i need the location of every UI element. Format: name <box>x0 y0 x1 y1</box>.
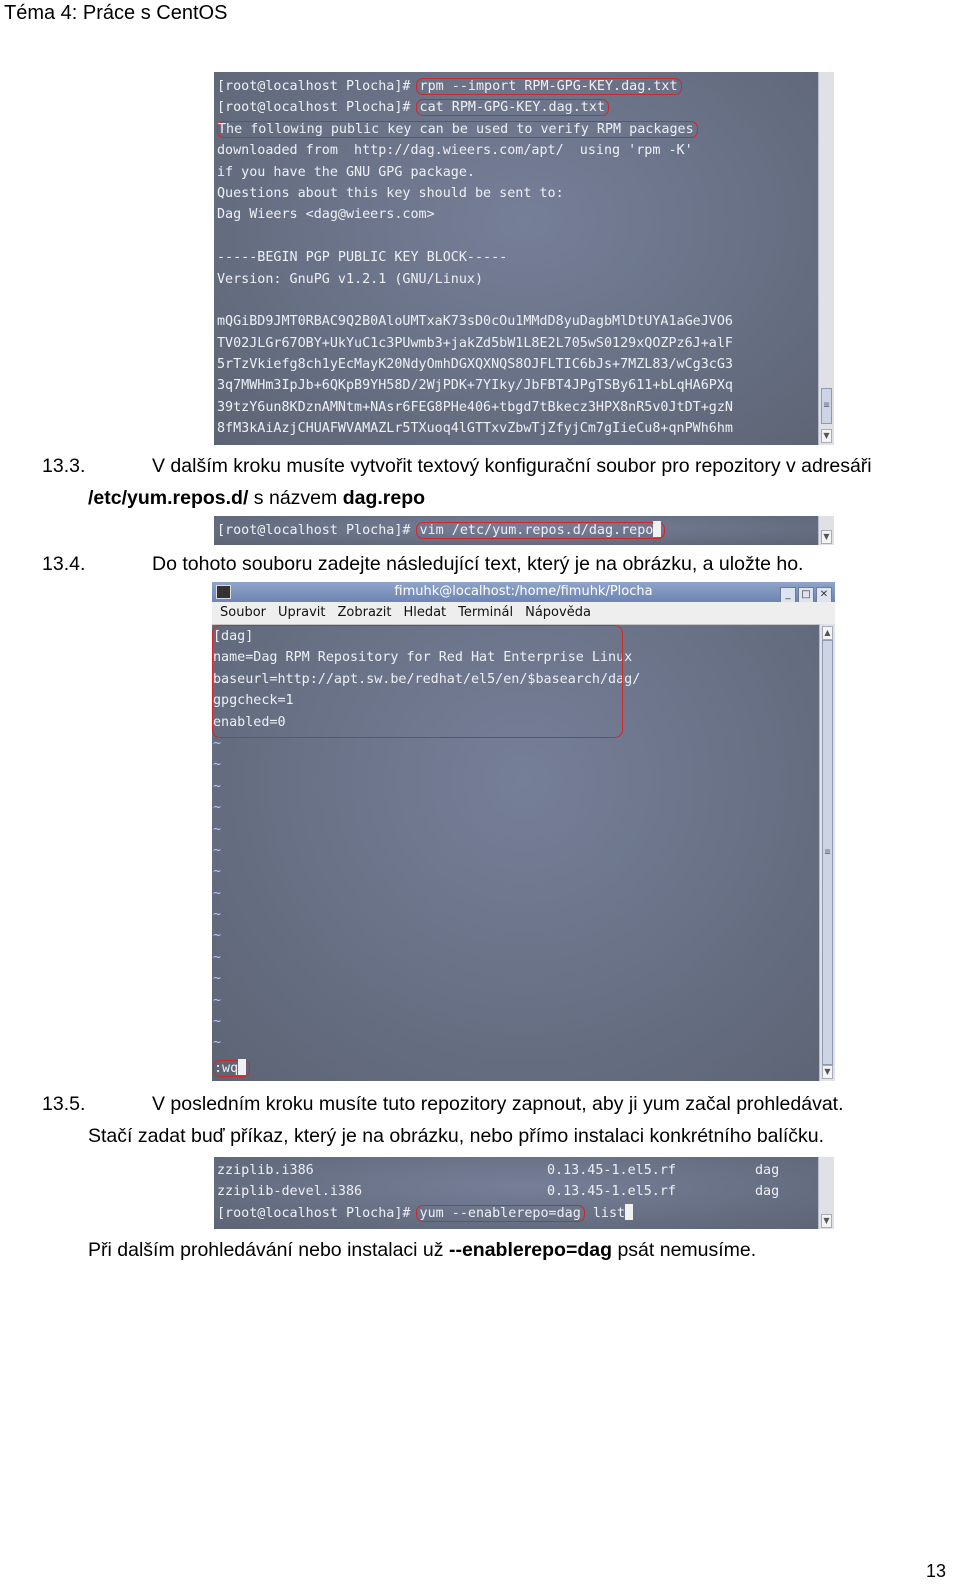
terminal-line: 3q7MWHm3IpJb+6QKpB9YH58D/2WjPDK+7YIky/JbFBT4JPgTSBy611+bLqHA6PXq <box>217 378 733 394</box>
vim-empty-line-tilde: ~ <box>213 864 222 880</box>
command-text: :wq <box>214 1060 239 1076</box>
terminal-scrollbar[interactable] <box>818 516 834 545</box>
window-title: fimuhk@localhost:/home/fimuhk/Plocha <box>394 584 653 599</box>
terminal-scrollbar[interactable] <box>818 72 834 445</box>
highlighted-command <box>416 522 666 539</box>
scroll-down-arrow-icon[interactable]: ▼ <box>822 1065 833 1079</box>
prompt: [root@localhost Plocha]# <box>217 79 419 94</box>
config-line: name=Dag RPM Repository for Red Hat Enterprise Linux <box>213 650 633 666</box>
cursor <box>238 1059 246 1075</box>
file-name-text: dag.repo <box>342 487 426 509</box>
window-titlebar[interactable] <box>212 582 835 602</box>
terminal-scrollbar[interactable] <box>818 1157 834 1229</box>
terminal-line <box>217 1203 816 1224</box>
config-line: [dag] <box>213 629 254 644</box>
close-icon[interactable]: ✕ <box>816 587 832 603</box>
scroll-thumb[interactable]: ≡ <box>821 388 832 424</box>
terminal-line <box>217 119 816 140</box>
terminal-line: downloaded from http://dag.wieers.com/apt/ using 'rpm -K' <box>217 143 693 159</box>
vim-empty-line-tilde: ~ <box>213 1014 222 1030</box>
highlighted-command: rpm --import RPM-GPG-KEY.dag.txt <box>416 78 682 95</box>
step-13-3 <box>42 451 872 482</box>
step-13-3-line2 <box>88 483 425 514</box>
package-version: 0.13.45-1.el5.rf <box>547 1184 676 1200</box>
scroll-up-arrow-icon[interactable]: ▲ <box>822 626 833 640</box>
vim-empty-line-tilde: ~ <box>213 949 222 965</box>
menu-napoveda[interactable]: Nápověda <box>525 605 591 620</box>
command-text: vim /etc/yum.repos.d/dag.repo <box>419 523 654 538</box>
vim-empty-line-tilde: ~ <box>213 821 222 837</box>
terminal-line: 8fM3kAiAzjCHUAFWVAMAZLr5TXuoq4lGTTxvZbwTjZfyjCm7gIieCu8+qnPWh6hm <box>217 421 733 437</box>
prompt: [root@localhost Plocha]# <box>217 100 419 116</box>
page-header: Téma 4: Práce s CentOS <box>4 2 228 24</box>
terminal-icon <box>216 585 231 599</box>
step-text: Do tohoto souboru zadejte následující text, který je na obrázku, a uložte ho. <box>152 553 804 575</box>
package-row <box>217 1181 816 1202</box>
scroll-thumb[interactable]: ≡ <box>822 640 833 1065</box>
vim-command-line <box>213 1058 250 1079</box>
package-repo: dag <box>755 1184 780 1200</box>
highlighted-command: cat RPM-GPG-KEY.dag.txt <box>416 99 609 116</box>
step-13-5-line2: Stačí zadat buď příkaz, který je na obrázku, nebo přímo instalaci konkrétního balíčku. <box>88 1125 825 1147</box>
vim-empty-line-tilde: ~ <box>213 778 222 794</box>
scroll-down-arrow-icon[interactable]: ▼ <box>821 1214 832 1228</box>
package-row <box>217 1160 816 1181</box>
vim-empty-line-tilde: ~ <box>213 842 222 858</box>
config-line: enabled=0 <box>213 714 286 730</box>
closing-option: --enablerepo=dag <box>448 1239 613 1261</box>
package-name: zziplib.i386 <box>217 1163 314 1178</box>
vim-empty-line-tilde: ~ <box>213 992 222 1008</box>
menu-upravit[interactable]: Upravit <box>278 605 326 620</box>
menu-hledat[interactable]: Hledat <box>403 605 447 620</box>
terminal-line: TV02JLGr67OBY+UkYuC1c3PUwmb3+jakZd5bW1L8E2L705wS0129xQOZPz6J+alF <box>217 335 733 351</box>
cursor <box>653 521 661 537</box>
connector-text: s názvem <box>248 487 343 509</box>
terminal-line: 5rTzVkiefg8ch1yEcMayK20NdyOmhDGXQXNQS8OJFLTIC6bJs+7MZL83/wCg3cG3 <box>217 357 733 373</box>
vim-empty-line-tilde: ~ <box>213 971 222 987</box>
terminal-line: -----BEGIN PGP PUBLIC KEY BLOCK----- <box>217 250 508 266</box>
config-line: baseurl=http://apt.sw.be/redhat/el5/en/$basearch/dag/ <box>213 671 641 687</box>
package-name: zziplib-devel.i386 <box>217 1184 363 1200</box>
menu-zobrazit[interactable]: Zobrazit <box>337 605 392 620</box>
vim-empty-line-tilde: ~ <box>213 928 222 944</box>
vim-empty-line-tilde: ~ <box>213 1035 222 1051</box>
terminal-line: Questions about this key should be sent to: <box>217 185 564 201</box>
package-version: 0.13.45-1.el5.rf <box>547 1163 676 1178</box>
config-line: gpgcheck=1 <box>213 693 294 709</box>
path-text: /etc/yum.repos.d/ <box>88 487 249 509</box>
prompt: [root@localhost Plocha]# <box>217 523 419 538</box>
terminal-line: 39tzY6un8KDznAMNtm+NAsr6FEG8PHe406+tbgd7tBkecz3HPX8nR5v0JtDT+gzN <box>217 399 733 415</box>
menu-bar <box>212 602 835 625</box>
terminal-gpg-key <box>214 72 834 445</box>
terminal-line: if you have the GNU GPG package. <box>217 164 475 180</box>
terminal-yum-list <box>214 1157 834 1229</box>
editor-scrollbar[interactable] <box>819 624 835 1081</box>
prompt: [root@localhost Plocha]# <box>217 1205 419 1221</box>
vim-empty-line-tilde: ~ <box>213 735 222 751</box>
vim-empty-line-tilde: ~ <box>213 885 222 901</box>
highlighted-command: yum --enablerepo=dag <box>416 1205 585 1222</box>
terminal-vim-command <box>214 516 834 545</box>
page-number: 13 <box>925 1561 946 1581</box>
minimize-icon[interactable]: _ <box>780 587 796 603</box>
vim-empty-line-tilde: ~ <box>213 800 222 816</box>
editor-area[interactable] <box>212 624 835 1081</box>
command-rest: list <box>584 1205 626 1221</box>
terminal-line <box>217 226 816 247</box>
terminal-window-vim <box>212 582 835 1081</box>
step-text: V dalším kroku musíte vytvořit textový konfigurační soubor pro repozitory v adresáři <box>152 455 872 477</box>
terminal-line <box>217 520 816 541</box>
step-13-4 <box>42 549 803 580</box>
terminal-line: Version: GnuPG v1.2.1 (GNU/Linux) <box>217 271 484 287</box>
terminal-line <box>217 76 816 97</box>
scroll-down-arrow-icon[interactable]: ▼ <box>821 429 832 443</box>
vim-empty-line-tilde: ~ <box>213 757 222 773</box>
terminal-line <box>217 290 816 311</box>
menu-soubor[interactable]: Soubor <box>220 605 266 620</box>
package-repo: dag <box>755 1163 780 1178</box>
highlighted-text: The following public key can be used to verify RPM packages <box>217 121 698 138</box>
terminal-line: mQGiBD9JMT0RBAC9Q2B0AloUMTxaK73sD0cOu1MMdD8yuDagbMlDtUYA1aGeJVO6 <box>217 314 733 330</box>
highlighted-command <box>213 1060 250 1077</box>
cursor <box>625 1204 633 1220</box>
scroll-down-arrow-icon[interactable]: ▼ <box>821 530 832 544</box>
step-number: 13.4. <box>42 553 86 575</box>
terminal-line <box>217 97 816 118</box>
menu-terminal[interactable]: Terminál <box>458 605 514 620</box>
maximize-icon[interactable]: □ <box>798 587 814 603</box>
closing-text-after: psát nemusíme. <box>612 1239 757 1261</box>
closing-paragraph <box>88 1235 756 1266</box>
step-number: 13.3. <box>42 455 86 477</box>
highlighted-config <box>212 625 623 738</box>
vim-empty-line-tilde: ~ <box>213 907 222 923</box>
step-13-5 <box>42 1089 844 1120</box>
terminal-line: Dag Wieers <dag@wieers.com> <box>217 207 435 223</box>
closing-text-before: Při dalším prohledávání nebo instalaci už <box>88 1239 449 1261</box>
step-text: V posledním kroku musíte tuto repozitory zapnout, aby ji yum začal prohledávat. <box>152 1093 844 1115</box>
step-number: 13.5. <box>42 1093 86 1115</box>
